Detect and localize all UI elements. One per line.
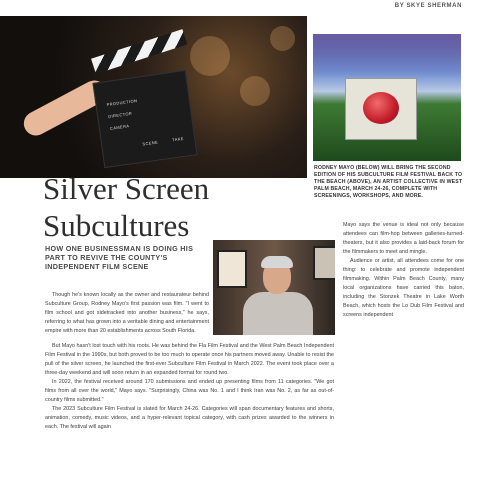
painting-photo (313, 34, 461, 161)
paragraph: Though he's known locally as the owner and restaurateur behind Subculture Group, Rodney Mayo's first passion was film. "I went to film school and got sidetracked into another business," he says, referring to what has grown into a veritable dining and entertainment empire with more than 20 establishments across South Florida. (45, 292, 209, 334)
paragraph: Audience or artist, all attendees come for one thing: to celebrate and promote independent filmmaking. Within Palm Beach County, many local organizations have carried this baton, including the Stonzek Theatre in Lake Worth Beach, which hosts the Lo Dub Film Festival and screens independent (343, 258, 464, 318)
body-column-right (343, 221, 464, 320)
slate-scene: SCENE (142, 139, 159, 147)
body-column-left (45, 291, 209, 336)
portrait-photo (213, 240, 335, 335)
paragraph: The 2023 Subculture Film Festival is slated for March 24-26. Categories will span documentary features and shorts, animation, comedy, music videos, and a hyper-relevant topical category, with cash prizes awarded to the winners in each. The festival will again (45, 406, 334, 430)
paragraph: Mayo says the venue is ideal not only because attendees can film-hop between galleries-turned-theaters, but it also provides a laid-back forum for the filmmakers to meet and mingle. (343, 222, 464, 255)
title-line-1: Silver Screen (43, 171, 210, 206)
body-column-left-lower (45, 342, 334, 432)
clapperboard-photo (0, 16, 307, 178)
clapper-stick (91, 29, 187, 74)
slate-camera: CAMERA (109, 123, 130, 131)
slate-director: DIRECTOR (107, 110, 133, 120)
byline: BY SKYE SHERMAN (394, 3, 462, 9)
title-line-2: Subcultures (43, 208, 190, 243)
article-title (43, 170, 213, 244)
paragraph: In 2022, the festival received around 170 submissions and ended up presenting films from 11 categories. "We got films from all over the world," Mayo says. "Surprisingly, China was No. 1 and I think Iran was No. 2, as far as out-of-country films submitted." (45, 379, 334, 403)
article-subhead: HOW ONE BUSINESSMAN IS DOING HIS PART TO REVIVE THE COUNTY'S INDEPENDENT FILM SCENE (45, 244, 194, 271)
clapperboard (92, 70, 197, 168)
photo-caption: RODNEY MAYO (BELOW) WILL BRING THE SECOND EDITION OF HIS SUBCULTURE FILM FESTIVAL BACK TO THE BEACH (ABOVE), AN ARTIST COLLECTIVE IN WEST PALM BEACH, MARCH 24-26, COMPLETE WITH SCREENINGS, WORKSHOPS, AND MORE. (314, 165, 463, 199)
paragraph: But Mayo hasn't lost touch with his roots. He was behind the Fla Film Festival and the West Palm Beach Independent Film Festival in the 1990s, but both proved to be too much to operate once his partners moved away. Unable to resist the pull of the silver screen, he launched the first-ever Subculture Film Festival in March 2022. The event took place over a three-day weekend and will soon return in an expanded format for round two. (45, 343, 334, 376)
slate-take: TAKE (171, 135, 185, 143)
slate-production: PRODUCTION (106, 97, 138, 108)
apple-painting (363, 92, 399, 124)
